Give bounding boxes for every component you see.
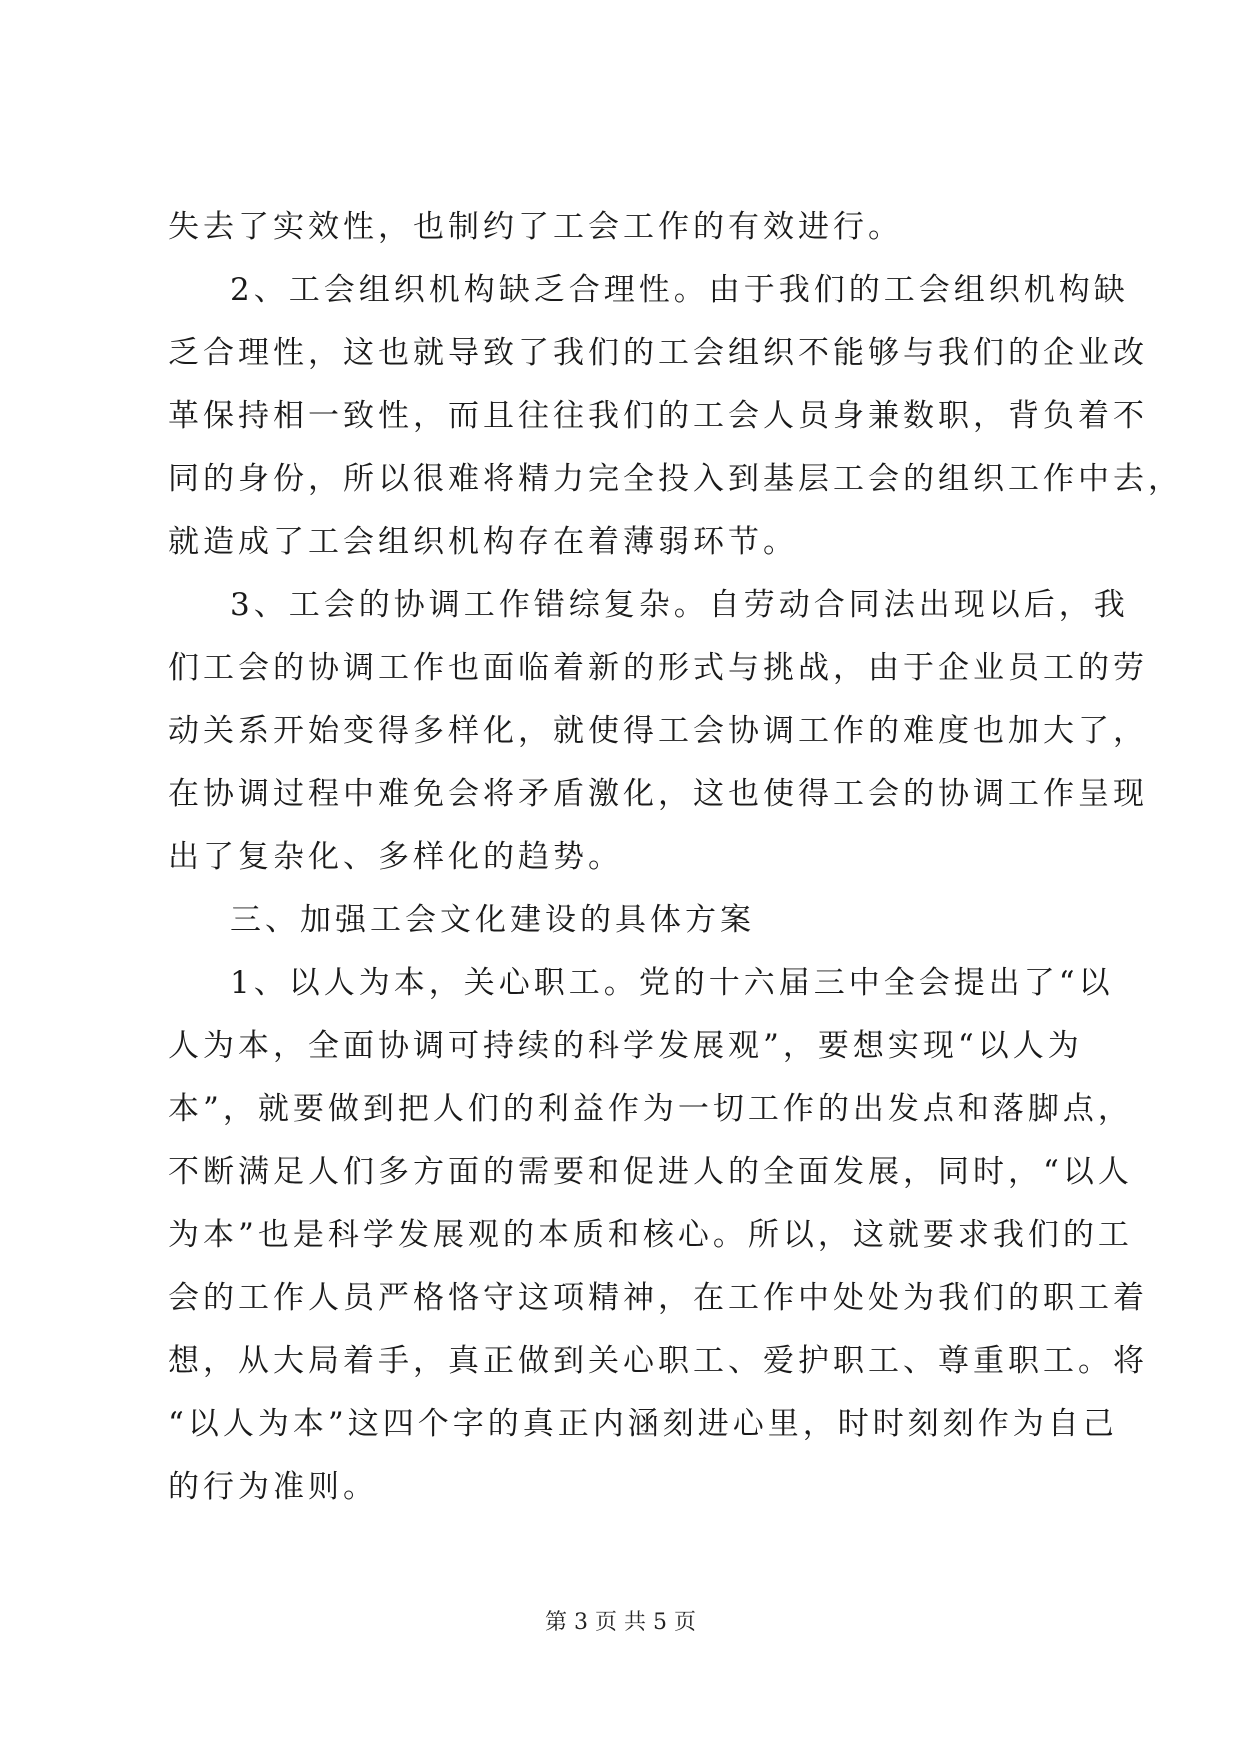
text-line: 1、以人为本，关心职工。党的十六届三中全会提出了“以 xyxy=(230,965,1114,1001)
text-line: 会的工作人员严格恪守这项精神，在工作中处处为我们的职工着 xyxy=(168,1280,1148,1316)
text-line: 乏合理性，这也就导致了我们的工会组织不能够与我们的企业改 xyxy=(168,335,1148,371)
document-body xyxy=(168,196,1183,1519)
text-line: 3、工会的协调工作错综复杂。自劳动合同法出现以后，我 xyxy=(230,587,1129,623)
text-line: 的行为准则。 xyxy=(168,1469,378,1505)
text-line: 出了复杂化、多样化的趋势。 xyxy=(168,839,623,875)
page-number-footer: 第 3 页 共 5 页 xyxy=(545,1610,696,1635)
text-line: 人为本，全面协调可持续的科学发展观”，要想实现“以人为 xyxy=(168,1028,1083,1064)
text-line: 2、工会组织机构缺乏合理性。由于我们的工会组织机构缺 xyxy=(230,272,1129,308)
text-line: 革保持相一致性，而且往往我们的工会人员身兼数职，背负着不 xyxy=(168,398,1148,434)
text-line: 动关系开始变得多样化，就使得工会协调工作的难度也加大了， xyxy=(168,713,1148,749)
text-line: 就造成了工会组织机构存在着薄弱环节。 xyxy=(168,524,798,560)
text-line: 们工会的协调工作也面临着新的形式与挑战，由于企业员工的劳 xyxy=(168,650,1148,686)
text-line: 不断满足人们多方面的需要和促进人的全面发展，同时，“以人 xyxy=(168,1154,1133,1190)
text-line: 同的身份，所以很难将精力完全投入到基层工会的组织工作中去， xyxy=(168,461,1183,497)
text-line: 想，从大局着手，真正做到关心职工、爱护职工、尊重职工。将 xyxy=(168,1343,1148,1379)
text-line: “以人为本”这四个字的真正内涵刻进心里，时时刻刻作为自己 xyxy=(168,1406,1118,1442)
text-line: 失去了实效性，也制约了工会工作的有效进行。 xyxy=(168,209,903,245)
text-line: 三、加强工会文化建设的具体方案 xyxy=(230,902,755,938)
text-line: 在协调过程中难免会将矛盾激化，这也使得工会的协调工作呈现 xyxy=(168,776,1148,812)
text-line: 本”，就要做到把人们的利益作为一切工作的出发点和落脚点， xyxy=(168,1091,1133,1127)
text-line: 为本”也是科学发展观的本质和核心。所以，这就要求我们的工 xyxy=(168,1217,1133,1253)
